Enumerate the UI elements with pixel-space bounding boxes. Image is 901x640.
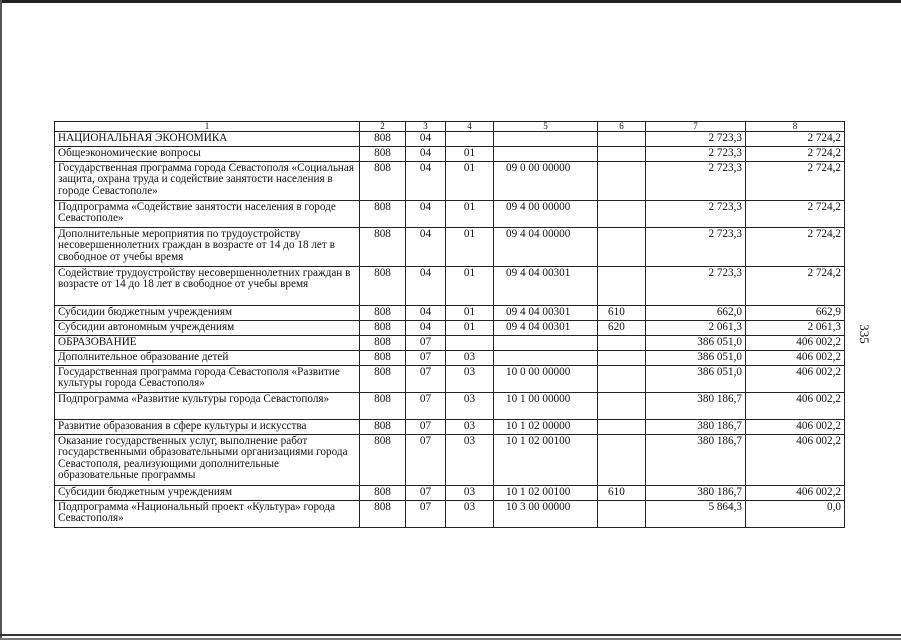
table-row bbox=[55, 501, 845, 528]
row-subsection: 03 bbox=[446, 486, 494, 501]
row-name: Подпрограмма «Развитие культуры города Севастополя» bbox=[55, 393, 360, 420]
row-subsection: 03 bbox=[446, 501, 494, 528]
table-row bbox=[55, 132, 845, 147]
row-target-article: 10 1 02 00100 bbox=[494, 435, 598, 486]
row-target-article: 10 1 00 00000 bbox=[494, 393, 598, 420]
row-target-article: 09 4 04 00301 bbox=[494, 267, 598, 306]
row-amount-year-1: 662,0 bbox=[646, 306, 746, 321]
row-admin-code: 808 bbox=[360, 162, 406, 201]
row-target-article: 10 3 00 00000 bbox=[494, 501, 598, 528]
row-amount-year-2: 406 002,2 bbox=[746, 435, 845, 486]
row-section: 07 bbox=[406, 420, 446, 435]
row-expense-type bbox=[598, 267, 646, 306]
row-amount-year-1: 5 864,3 bbox=[646, 501, 746, 528]
row-amount-year-1: 2 061,3 bbox=[646, 321, 746, 336]
row-expense-type: 620 bbox=[598, 321, 646, 336]
row-subsection: 03 bbox=[446, 351, 494, 366]
row-subsection: 01 bbox=[446, 162, 494, 201]
table-row bbox=[55, 351, 845, 366]
column-header: 2 bbox=[360, 122, 406, 132]
row-name: Развитие образования в сфере культуры и искусства bbox=[55, 420, 360, 435]
row-name: Субсидии автономным учреждениям bbox=[55, 321, 360, 336]
row-admin-code: 808 bbox=[360, 435, 406, 486]
row-expense-type: 610 bbox=[598, 486, 646, 501]
scan-edge-bottom bbox=[0, 634, 901, 636]
row-target-article: 09 0 00 00000 bbox=[494, 162, 598, 201]
row-name: ОБРАЗОВАНИЕ bbox=[55, 336, 360, 351]
column-header: 7 bbox=[646, 122, 746, 132]
row-expense-type bbox=[598, 420, 646, 435]
table-row bbox=[55, 228, 845, 267]
row-name: Подпрограмма «Содействие занятости населения в городе Севастополе» bbox=[55, 201, 360, 228]
row-amount-year-2: 406 002,2 bbox=[746, 336, 845, 351]
table-header-row bbox=[55, 122, 845, 132]
table-row bbox=[55, 321, 845, 336]
row-admin-code: 808 bbox=[360, 501, 406, 528]
row-admin-code: 808 bbox=[360, 336, 406, 351]
page-number: 335 bbox=[857, 324, 872, 344]
row-amount-year-1: 2 723,3 bbox=[646, 267, 746, 306]
row-admin-code: 808 bbox=[360, 420, 406, 435]
column-header: 6 bbox=[598, 122, 646, 132]
row-subsection bbox=[446, 132, 494, 147]
row-amount-year-2: 2 724,2 bbox=[746, 228, 845, 267]
row-name: Содействие трудоустройству несовершеннолетних граждан в возрасте от 14 до 18 лет в свободное от учебы время bbox=[55, 267, 360, 306]
column-header: 5 bbox=[494, 122, 598, 132]
budget-table bbox=[54, 121, 845, 528]
row-target-article: 09 4 04 00301 bbox=[494, 321, 598, 336]
table-row bbox=[55, 336, 845, 351]
row-name: НАЦИОНАЛЬНАЯ ЭКОНОМИКА bbox=[55, 132, 360, 147]
row-section: 07 bbox=[406, 336, 446, 351]
row-target-article bbox=[494, 351, 598, 366]
row-section: 07 bbox=[406, 366, 446, 393]
row-expense-type bbox=[598, 336, 646, 351]
row-subsection bbox=[446, 336, 494, 351]
row-amount-year-1: 386 051,0 bbox=[646, 366, 746, 393]
column-header: 3 bbox=[406, 122, 446, 132]
row-target-article: 09 4 04 00000 bbox=[494, 228, 598, 267]
row-amount-year-2: 406 002,2 bbox=[746, 366, 845, 393]
row-section: 04 bbox=[406, 228, 446, 267]
row-subsection: 03 bbox=[446, 420, 494, 435]
row-name: Государственная программа города Севастополя «Социальная защита, охрана труда и содействие занятости населения в городе Севастополе» bbox=[55, 162, 360, 201]
row-target-article: 09 4 00 00000 bbox=[494, 201, 598, 228]
row-amount-year-1: 380 186,7 bbox=[646, 420, 746, 435]
table-row bbox=[55, 201, 845, 228]
row-amount-year-1: 2 723,3 bbox=[646, 201, 746, 228]
row-name: Подпрограмма «Национальный проект «Культура» города Севастополя» bbox=[55, 501, 360, 528]
row-admin-code: 808 bbox=[360, 201, 406, 228]
row-admin-code: 808 bbox=[360, 267, 406, 306]
row-amount-year-2: 0,0 bbox=[746, 501, 845, 528]
row-expense-type bbox=[598, 393, 646, 420]
row-expense-type bbox=[598, 132, 646, 147]
row-expense-type bbox=[598, 501, 646, 528]
row-section: 04 bbox=[406, 147, 446, 162]
row-subsection: 03 bbox=[446, 393, 494, 420]
row-amount-year-1: 386 051,0 bbox=[646, 351, 746, 366]
row-name: Субсидии бюджетным учреждениям bbox=[55, 486, 360, 501]
row-section: 07 bbox=[406, 393, 446, 420]
column-header: 4 bbox=[446, 122, 494, 132]
scan-edge-top bbox=[0, 0, 901, 3]
row-name: Государственная программа города Севастополя «Развитие культуры города Севастополя» bbox=[55, 366, 360, 393]
row-name: Общеэкономические вопросы bbox=[55, 147, 360, 162]
row-subsection: 03 bbox=[446, 366, 494, 393]
row-expense-type bbox=[598, 435, 646, 486]
column-header: 8 bbox=[746, 122, 845, 132]
row-section: 04 bbox=[406, 201, 446, 228]
table-row bbox=[55, 306, 845, 321]
row-section: 04 bbox=[406, 267, 446, 306]
row-name: Оказание государственных услуг, выполнение работ государственными образовательными организациями города Севастополя, реализующими дополнительные образовательные программы bbox=[55, 435, 360, 486]
scan-edge-left bbox=[0, 0, 2, 640]
row-amount-year-2: 2 061,3 bbox=[746, 321, 845, 336]
row-target-article: 10 1 02 00100 bbox=[494, 486, 598, 501]
row-expense-type bbox=[598, 351, 646, 366]
row-target-article: 10 0 00 00000 bbox=[494, 366, 598, 393]
row-section: 07 bbox=[406, 351, 446, 366]
row-amount-year-2: 2 724,2 bbox=[746, 132, 845, 147]
row-target-article: 10 1 02 00000 bbox=[494, 420, 598, 435]
row-expense-type bbox=[598, 201, 646, 228]
row-amount-year-1: 380 186,7 bbox=[646, 435, 746, 486]
row-section: 04 bbox=[406, 321, 446, 336]
row-section: 04 bbox=[406, 132, 446, 147]
table-row bbox=[55, 267, 845, 306]
row-amount-year-2: 2 724,2 bbox=[746, 162, 845, 201]
table-row bbox=[55, 366, 845, 393]
row-admin-code: 808 bbox=[360, 147, 406, 162]
row-expense-type bbox=[598, 228, 646, 267]
row-admin-code: 808 bbox=[360, 393, 406, 420]
row-subsection: 01 bbox=[446, 267, 494, 306]
row-amount-year-1: 2 723,3 bbox=[646, 162, 746, 201]
row-admin-code: 808 bbox=[360, 321, 406, 336]
row-section: 04 bbox=[406, 306, 446, 321]
row-admin-code: 808 bbox=[360, 351, 406, 366]
row-amount-year-2: 2 724,2 bbox=[746, 201, 845, 228]
row-amount-year-2: 406 002,2 bbox=[746, 420, 845, 435]
table-row bbox=[55, 435, 845, 486]
row-amount-year-1: 380 186,7 bbox=[646, 393, 746, 420]
row-amount-year-2: 2 724,2 bbox=[746, 267, 845, 306]
row-amount-year-2: 406 002,2 bbox=[746, 393, 845, 420]
row-amount-year-2: 406 002,2 bbox=[746, 351, 845, 366]
row-expense-type: 610 bbox=[598, 306, 646, 321]
row-section: 04 bbox=[406, 162, 446, 201]
row-amount-year-1: 2 723,3 bbox=[646, 147, 746, 162]
table-row bbox=[55, 420, 845, 435]
row-subsection: 01 bbox=[446, 321, 494, 336]
table-row bbox=[55, 147, 845, 162]
row-target-article bbox=[494, 147, 598, 162]
row-subsection: 03 bbox=[446, 435, 494, 486]
row-expense-type bbox=[598, 366, 646, 393]
row-name: Дополнительные мероприятия по трудоустройству несовершеннолетних граждан в возрасте от 14 до 18 лет в свободное от учебы время bbox=[55, 228, 360, 267]
row-subsection: 01 bbox=[446, 228, 494, 267]
row-amount-year-2: 662,9 bbox=[746, 306, 845, 321]
table-row bbox=[55, 486, 845, 501]
row-subsection: 01 bbox=[446, 201, 494, 228]
row-admin-code: 808 bbox=[360, 486, 406, 501]
row-section: 07 bbox=[406, 435, 446, 486]
row-section: 07 bbox=[406, 501, 446, 528]
row-admin-code: 808 bbox=[360, 132, 406, 147]
row-amount-year-1: 380 186,7 bbox=[646, 486, 746, 501]
column-header: 1 bbox=[55, 122, 360, 132]
table-row bbox=[55, 162, 845, 201]
table-row bbox=[55, 393, 845, 420]
row-name: Субсидии бюджетным учреждениям bbox=[55, 306, 360, 321]
row-admin-code: 808 bbox=[360, 366, 406, 393]
row-subsection: 01 bbox=[446, 147, 494, 162]
row-target-article bbox=[494, 336, 598, 351]
row-admin-code: 808 bbox=[360, 306, 406, 321]
row-admin-code: 808 bbox=[360, 228, 406, 267]
row-amount-year-1: 2 723,3 bbox=[646, 228, 746, 267]
row-amount-year-1: 2 723,3 bbox=[646, 132, 746, 147]
row-expense-type bbox=[598, 147, 646, 162]
row-name: Дополнительное образование детей bbox=[55, 351, 360, 366]
row-amount-year-2: 406 002,2 bbox=[746, 486, 845, 501]
row-expense-type bbox=[598, 162, 646, 201]
row-target-article: 09 4 04 00301 bbox=[494, 306, 598, 321]
row-target-article bbox=[494, 132, 598, 147]
row-section: 07 bbox=[406, 486, 446, 501]
row-amount-year-1: 386 051,0 bbox=[646, 336, 746, 351]
row-amount-year-2: 2 724,2 bbox=[746, 147, 845, 162]
row-subsection: 01 bbox=[446, 306, 494, 321]
